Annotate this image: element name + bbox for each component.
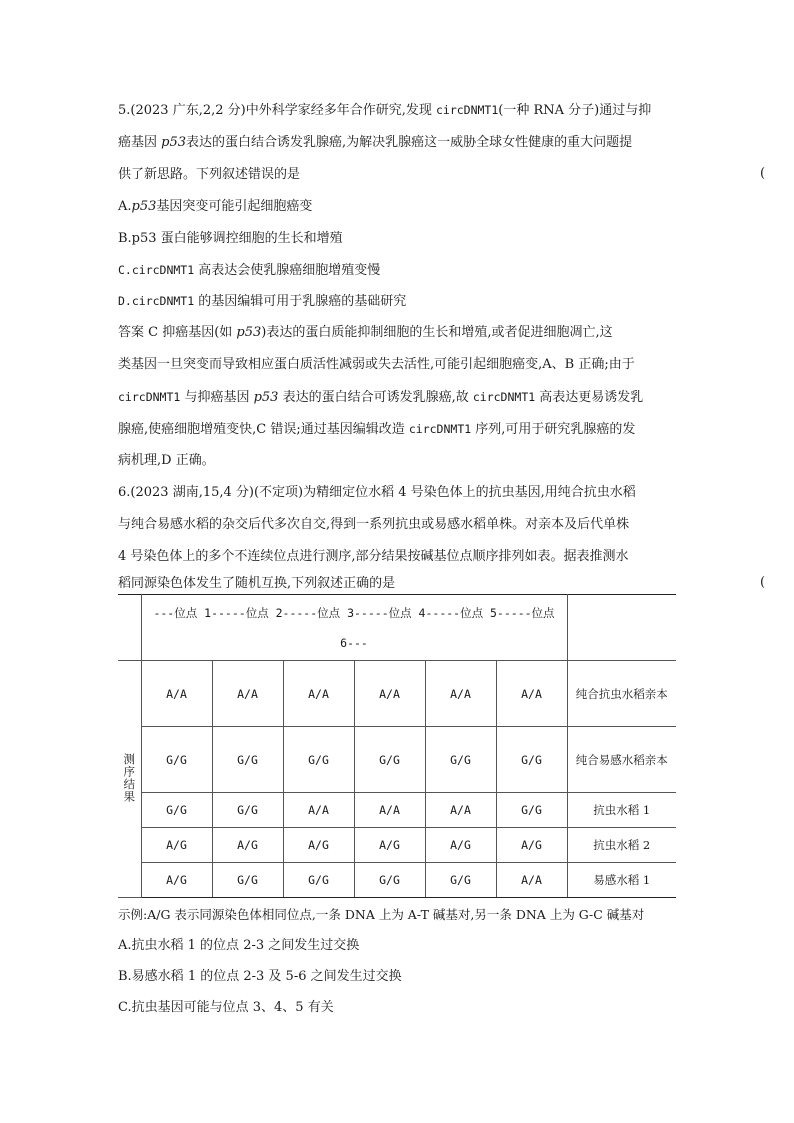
gene-name: p53 xyxy=(236,325,262,340)
table-cell: A/G xyxy=(496,828,567,863)
q5-stem-line-2 xyxy=(118,134,632,152)
table-cell: G/G xyxy=(212,863,283,898)
table-row xyxy=(118,727,676,793)
q6-stem-line-3 xyxy=(118,548,629,566)
text: )表达的蛋白质能抑制细胞的生长和增殖,或者促进细胞凋亡,这 xyxy=(261,325,613,340)
site-header-line: 6--- xyxy=(340,635,368,650)
text: 表达的蛋白结合可诱发乳腺癌,故 xyxy=(278,390,473,405)
table-cell: G/G xyxy=(354,727,425,793)
empty-label-header-cell xyxy=(567,595,676,661)
table-cell: A/A xyxy=(425,661,496,727)
q5-stem-line-3 xyxy=(118,166,300,184)
text: 6.(2023 湖南,15,4 分)(不定项)为精细定位水稻 4 号染色体上的抗虫基因,用纯合抗虫水稻 xyxy=(118,485,636,500)
q6-option-a[interactable] xyxy=(118,937,359,955)
row-label: 易感水稻 1 xyxy=(567,863,676,898)
table-cell: A/G xyxy=(212,828,283,863)
q6-option-b[interactable] xyxy=(118,968,402,986)
table-cell: A/A xyxy=(354,793,425,828)
table-cell: A/G xyxy=(283,828,354,863)
table-cell: A/G xyxy=(141,828,212,863)
text: 癌基因 xyxy=(118,135,162,150)
site-header-cell xyxy=(141,595,567,661)
table-cell: G/G xyxy=(212,727,283,793)
table-cell: A/G xyxy=(425,828,496,863)
table-cell: G/G xyxy=(212,793,283,828)
option-text: 的基因编辑可用于乳腺癌的基础研究 xyxy=(194,294,407,309)
q6-stem-line-1 xyxy=(118,484,636,502)
gene-name: p53 xyxy=(131,199,157,214)
q5-stem-line-1 xyxy=(118,101,651,120)
option-text: C.抗虫基因可能与位点 3、4、5 有关 xyxy=(118,1000,334,1015)
q5-answer-line-5 xyxy=(118,452,215,470)
code-text: circDNMT1 xyxy=(408,422,472,436)
text: 病机理,D 正确。 xyxy=(118,453,215,468)
table-cell: G/G xyxy=(425,727,496,793)
table-cell: A/A xyxy=(496,661,567,727)
text: 与抑癌基因 xyxy=(180,390,254,405)
text: 与纯合易感水稻的杂交后代多次自交,得到一系列抗虫或易感水稻单株。对亲本及后代单株 xyxy=(118,517,630,532)
row-label: 抗虫水稻 2 xyxy=(567,828,676,863)
table-row xyxy=(118,863,676,898)
gene-name: p53 xyxy=(161,135,187,150)
table-cell: A/G xyxy=(354,828,425,863)
q6-stem-line-4 xyxy=(118,575,395,593)
table-cell: A/A xyxy=(141,661,212,727)
option-text: 基因突变可能引起细胞癌变 xyxy=(156,199,313,214)
code-text: circDNMT1 xyxy=(472,390,536,404)
table-cell: G/G xyxy=(496,727,567,793)
code-text: circDNMT1 xyxy=(435,103,499,117)
row-label: 抗虫水稻 1 xyxy=(567,793,676,828)
option-text: 高表达会使乳腺癌细胞增殖变慢 xyxy=(194,263,381,278)
q6-stem-line-2 xyxy=(118,516,629,534)
text: 答案 C 抑癌基因(如 xyxy=(118,325,237,340)
q5-answer-line-4 xyxy=(118,420,635,439)
table-cell: G/G xyxy=(496,793,567,828)
option-letter: C.circDNMT1 xyxy=(118,263,195,277)
q5-answer-paren: ( xyxy=(760,166,766,181)
q5-answer-line-1 xyxy=(118,324,613,342)
table-cell: G/G xyxy=(425,863,496,898)
gene-name: p53 xyxy=(253,390,279,405)
text: 供了新思路。下列叙述错误的是 xyxy=(118,167,301,182)
text: 4 号染色体上的多个不连续位点进行测序,部分结果按碱基位点顺序排列如表。据表推测水 xyxy=(118,549,629,564)
side-label: 测序结果 xyxy=(122,752,137,803)
q5-option-a[interactable] xyxy=(118,198,312,216)
option-letter: D.circDNMT1 xyxy=(118,294,195,308)
table-cell: A/G xyxy=(141,863,212,898)
text: 腺癌,使癌细胞增殖变快,C 错误;通过基因编辑改造 xyxy=(118,422,409,437)
empty-corner-cell xyxy=(118,595,141,661)
text: 5.(2023 广东,2,2 分)中外科学家经多年合作研究,发现 xyxy=(118,103,436,118)
option-letter: A. xyxy=(118,199,132,214)
table-row xyxy=(118,828,676,863)
row-label: 纯合易感水稻亲本 xyxy=(567,727,676,793)
table-cell: G/G xyxy=(141,727,212,793)
text: 表达的蛋白结合诱发乳腺癌,为解决乳腺癌这一威胁全球女性健康的重大问题提 xyxy=(186,135,633,150)
option-text: B.易感水稻 1 的位点 2-3 及 5-6 之间发生过交换 xyxy=(118,969,402,984)
table-cell: G/G xyxy=(141,793,212,828)
code-text: circDNMT1 xyxy=(118,390,181,404)
table-cell: A/A xyxy=(212,661,283,727)
table-cell: A/A xyxy=(425,793,496,828)
table-cell: A/A xyxy=(354,661,425,727)
table-cell: G/G xyxy=(283,727,354,793)
q5-option-d[interactable] xyxy=(118,292,406,311)
row-label: 纯合抗虫水稻亲本 xyxy=(567,661,676,727)
sequencing-table xyxy=(118,594,676,898)
side-label-cell xyxy=(118,661,141,898)
table-cell: A/A xyxy=(496,863,567,898)
table-cell: G/G xyxy=(354,863,425,898)
table-row xyxy=(118,793,676,828)
table-header-row xyxy=(118,595,676,661)
option-text: A.抗虫水稻 1 的位点 2-3 之间发生过交换 xyxy=(118,938,360,953)
q5-option-c[interactable] xyxy=(118,261,380,280)
table-note xyxy=(118,906,644,924)
site-header-line: ---位点 1-----位点 2-----位点 3-----位点 4-----位点 5-----位点 xyxy=(153,605,555,620)
text: 类基因一旦突变而导致相应蛋白质活性减弱或失去活性,可能引起细胞癌变,A、B 正确;由于 xyxy=(118,357,635,372)
q6-answer-paren: ( xyxy=(760,575,766,590)
text: (一种 RNA 分子)通过与抑 xyxy=(498,103,652,118)
table-cell: A/A xyxy=(283,661,354,727)
table-cell: G/G xyxy=(283,863,354,898)
q5-option-b[interactable] xyxy=(118,230,343,248)
text: 高表达更易诱发乳 xyxy=(535,390,644,405)
text: 示例:A/G 表示同源染色体相同位点,一条 DNA 上为 A-T 碱基对,另一条 DNA 上为 G-C 碱基对 xyxy=(118,907,645,922)
q6-option-c[interactable] xyxy=(118,999,334,1017)
q5-answer-line-2 xyxy=(118,356,635,374)
text: 序列,可用于研究乳腺癌的发 xyxy=(471,422,636,437)
text: 稻同源染色体发生了随机互换,下列叙述正确的是 xyxy=(118,576,396,591)
q5-answer-line-3 xyxy=(118,388,643,407)
table-cell: A/A xyxy=(283,793,354,828)
option-text: B.p53 蛋白能够调控细胞的生长和增殖 xyxy=(118,231,343,246)
table-row xyxy=(118,661,676,727)
